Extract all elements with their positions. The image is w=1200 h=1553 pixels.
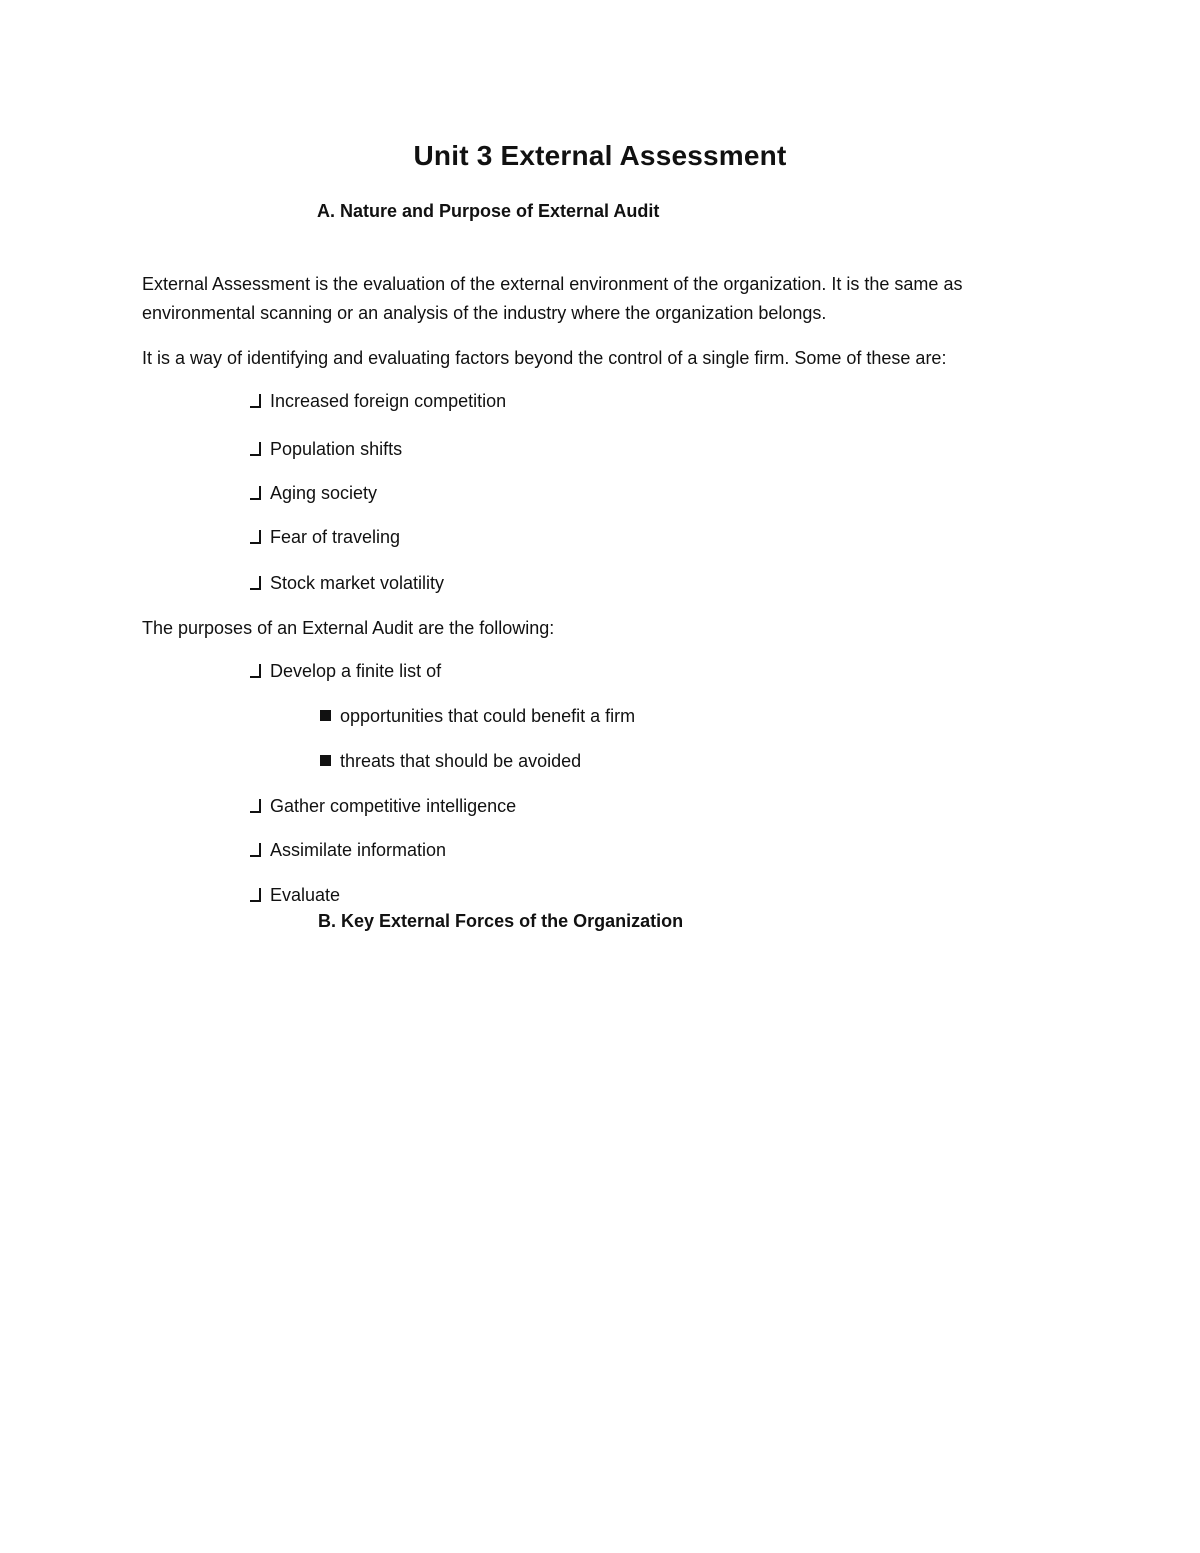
checkmark-bullet-icon <box>250 442 261 456</box>
section-a-heading: A. Nature and Purpose of External Audit <box>317 201 660 221</box>
sub-list-item <box>320 751 581 772</box>
sub-list-item-label: threats that should be avoided <box>340 751 582 771</box>
section-b-heading: B. Key External Forces of the Organization <box>318 911 684 931</box>
square-bullet-icon <box>320 710 331 721</box>
list-item <box>250 439 402 460</box>
list-item-label: Gather competitive intelligence <box>270 796 517 816</box>
square-bullet-icon <box>320 755 331 766</box>
list-item <box>250 796 516 817</box>
checkmark-bullet-icon <box>250 799 261 813</box>
list-item-label: Aging society <box>270 483 378 503</box>
list-item-label: Increased foreign competition <box>270 391 507 411</box>
purposes-intro: The purposes of an External Audit are the following: <box>142 618 555 638</box>
list-item-label: Stock market volatility <box>270 573 445 593</box>
list-item-label: Evaluate <box>270 885 341 905</box>
list-item <box>250 391 506 412</box>
list-item-label: Develop a finite list of <box>270 661 442 681</box>
checkmark-bullet-icon <box>250 843 261 857</box>
checkmark-bullet-icon <box>250 888 261 902</box>
list-item-label: Fear of traveling <box>270 527 401 547</box>
list-item <box>250 483 377 504</box>
checkmark-bullet-icon <box>250 486 261 500</box>
checkmark-bullet-icon <box>250 530 261 544</box>
sub-list-item-label: opportunities that could benefit a firm <box>340 706 636 726</box>
list-item <box>250 527 400 548</box>
list-item <box>250 885 340 906</box>
list-item <box>250 840 446 861</box>
list-item <box>250 661 441 682</box>
factors-intro: It is a way of identifying and evaluating factors beyond the control of a single firm. Some of these are: <box>142 348 947 368</box>
checkmark-bullet-icon <box>250 576 261 590</box>
page-title: Unit 3 External Assessment <box>413 140 787 171</box>
checkmark-bullet-icon <box>250 664 261 678</box>
intro-paragraph: External Assessment is the evaluation of the external environment of the organization. It is the same as environmental scanning or an analysis of the industry where the organization belongs. <box>142 274 963 323</box>
list-item-label: Population shifts <box>270 439 403 459</box>
list-item <box>250 573 444 594</box>
list-item-label: Assimilate information <box>270 840 447 860</box>
checkmark-bullet-icon <box>250 394 261 408</box>
sub-list-item <box>320 706 635 727</box>
